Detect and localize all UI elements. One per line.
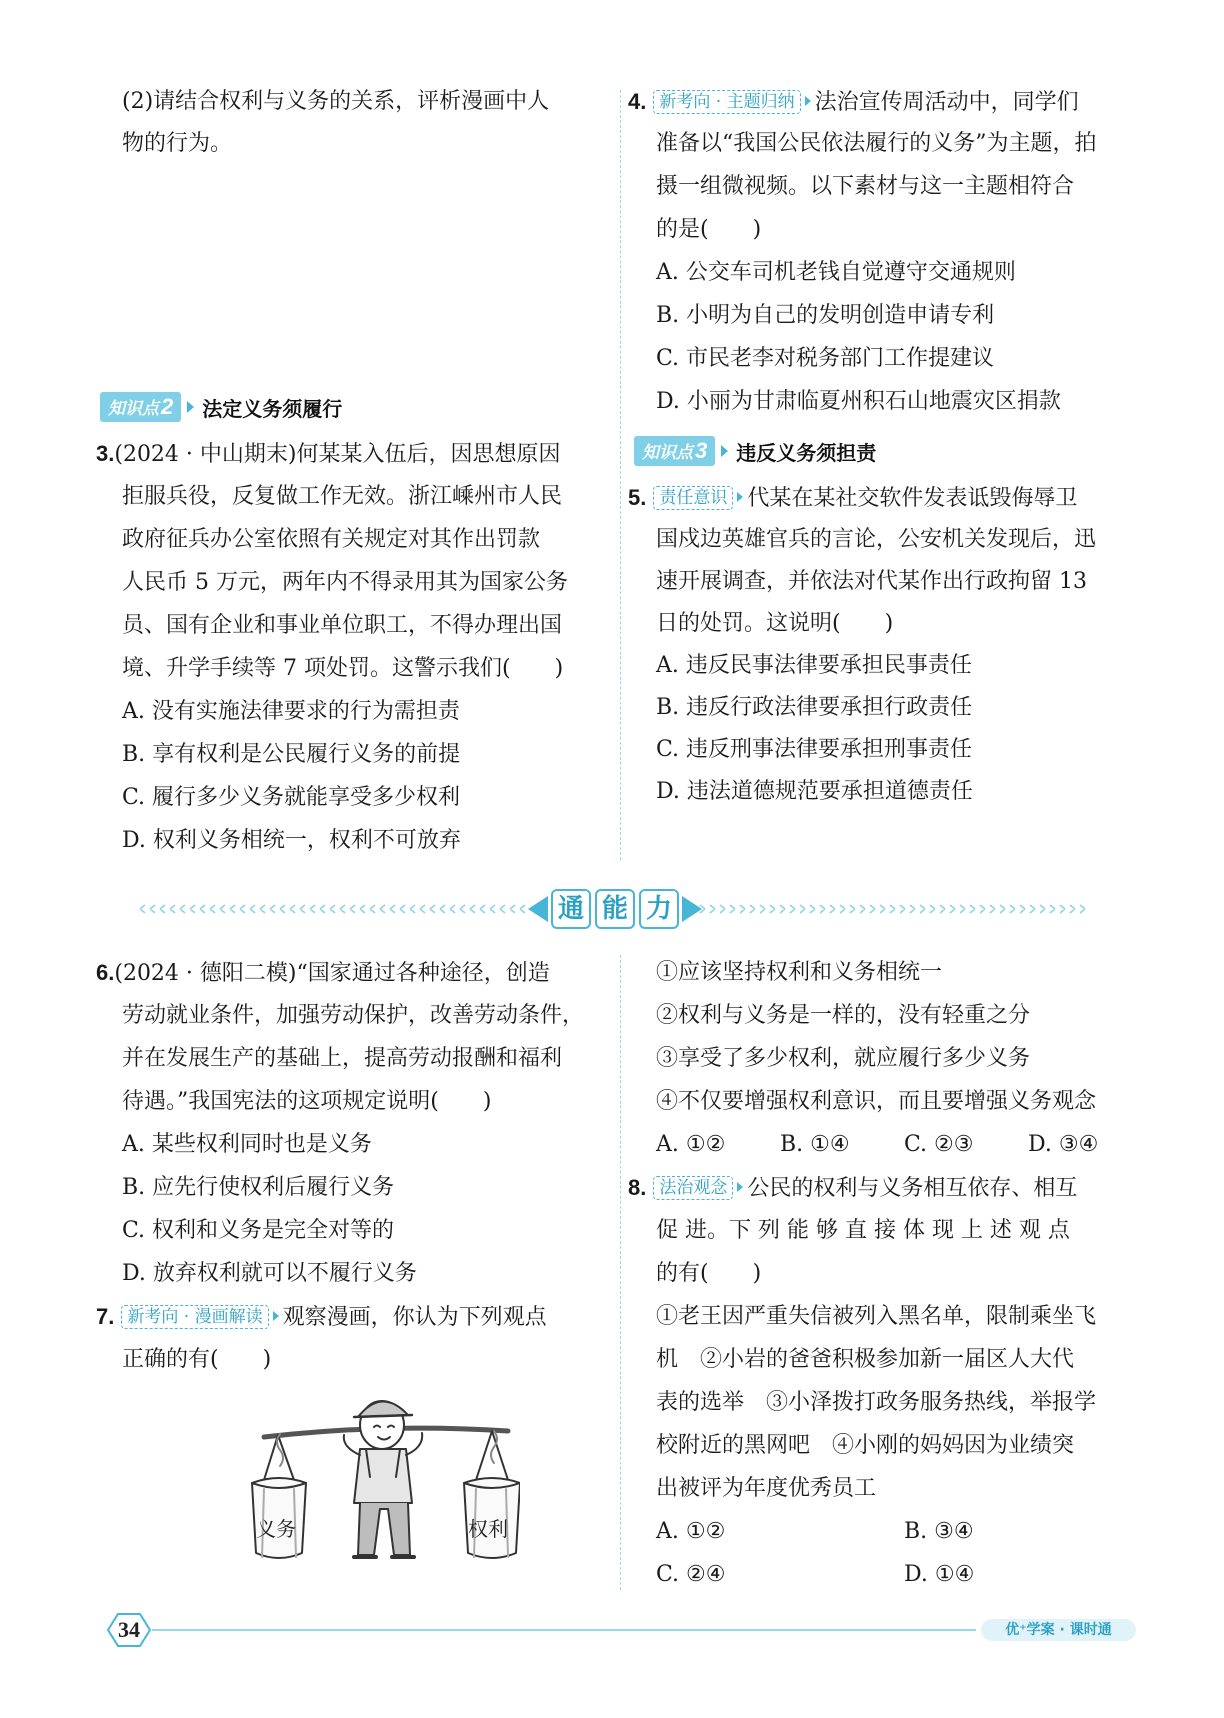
q7-line-2: 正确的有( ): [122, 1347, 272, 1372]
q5-option-d: D. 违法道德规范要承担道德责任: [656, 779, 973, 804]
q5-option-b: B. 违反行政法律要承担行政责任: [656, 695, 973, 720]
question-number: 4.: [628, 89, 647, 114]
q3-line-1: 3.(2024 · 中山期末)何某某入伍后，因思想原因: [96, 441, 561, 467]
q7-statement-1: ①应该坚持权利和义务相统一: [656, 960, 943, 985]
q8-line-4: ①老王因严重失信被列入黑名单，限制乘坐飞: [656, 1304, 1097, 1329]
q3-line-3: 政府征兵办公室依照有关规定对其作出罚款: [122, 527, 541, 552]
q7-statement-2: ②权利与义务是一样的，没有轻重之分: [656, 1003, 1031, 1028]
q7-line-1: 7. 新考向 · 漫画解读 观察漫画，你认为下列观点: [96, 1304, 547, 1330]
q6-line-2: 劳动就业条件，加强劳动保护，改善劳动条件，: [122, 1003, 585, 1028]
q5-line-3: 速开展调查，并依法对代某作出行政拘留 13: [656, 569, 1087, 594]
q6-option-a: A. 某些权利同时也是义务: [122, 1132, 372, 1157]
q7-statement-3: ③享受了多少权利，就应履行多少义务: [656, 1046, 1031, 1071]
arrow-icon: [721, 445, 728, 457]
q6-line-1: 6.(2024 · 德阳二模)“国家通过各种途径，创造: [96, 960, 550, 986]
q4-option-d: D. 小丽为甘肃临夏州积石山地震灾区捐款: [656, 389, 1061, 414]
arrow-icon: [187, 401, 194, 413]
q8-line-5: 机 ②小岩的爸爸积极参加新一届区人大代: [656, 1347, 1075, 1372]
q7-option-c: C. ②③: [904, 1132, 974, 1157]
q3-line-2: 拒服兵役，反复做工作无效。浙江嵊州市人民: [122, 484, 563, 509]
page-number: 34: [118, 1617, 140, 1642]
column-divider-top: [620, 90, 621, 860]
q4-line-4: 的是( ): [656, 217, 762, 242]
arrow-icon: [805, 96, 811, 106]
q8-line-1: 8. 法治观念 公民的权利与义务相互依存、相互: [628, 1175, 1078, 1201]
brand-logo: 优⁺学案 · 课时通: [1005, 1622, 1112, 1638]
q4-option-a: A. 公交车司机老钱自觉遵守交通规则: [656, 260, 1016, 285]
q8-option-a: A. ①②: [656, 1519, 726, 1544]
q4-line-2: 准备以“我国公民依法履行的义务”为主题，拍: [656, 131, 1097, 156]
q7-statement-4: ④不仅要增强权利意识，而且要增强义务观念: [656, 1089, 1097, 1114]
q4-line-3: 摄一组微视频。以下素材与这一主题相符合: [656, 174, 1075, 199]
q8-line-8: 出被评为年度优秀员工: [656, 1476, 877, 1501]
knowledge-point-2: [100, 392, 342, 422]
section-banner: [130, 886, 1100, 932]
q6-option-b: B. 应先行使权利后履行义务: [122, 1175, 395, 1200]
q6-option-d: D. 放弃权利就可以不履行义务: [122, 1261, 417, 1286]
q8-option-b: B. ③④: [904, 1519, 974, 1544]
q7-option-d: D. ③④: [1028, 1132, 1099, 1157]
q6-line-4: 待遇。”我国宪法的这项规定说明( ): [122, 1089, 492, 1114]
section-title-char: 力: [645, 894, 672, 924]
q4-option-b: B. 小明为自己的发明创造申请专利: [656, 303, 995, 328]
q6-line-3: 并在发展生产的基础上，提高劳动报酬和福利: [122, 1046, 563, 1071]
q3-option-a: A. 没有实施法律要求的行为需担责: [122, 699, 460, 724]
q8-option-d: D. ①④: [904, 1562, 975, 1587]
q4-option-c: C. 市民老李对税务部门工作提建议: [656, 346, 995, 371]
q3-option-d: D. 权利义务相统一，权利不可放弃: [122, 828, 461, 853]
q5-option-c: C. 违反刑事法律要承担刑事责任: [656, 737, 973, 762]
q8-line-6: 表的选举 ③小泽拨打政务服务热线，举报学: [656, 1390, 1097, 1415]
q8-option-c: C. ②④: [656, 1562, 726, 1587]
q3-line-5: 员、国有企业和事业单位职工，不得办理出国: [122, 613, 563, 638]
question-number: 6.: [96, 960, 115, 985]
q3-line-6: 境、升学手续等 7 项处罚。这警示我们( ): [122, 656, 564, 681]
q2-sub-line-1: (2)请结合权利与义务的关系，评析漫画中人: [122, 89, 550, 114]
question-number: 3.: [96, 441, 115, 466]
section-title: [552, 890, 678, 928]
column-divider-bottom: [620, 955, 621, 1590]
question-number: 7.: [96, 1304, 115, 1329]
footer: [96, 1610, 1146, 1650]
comic-bucket-label-left: 义务: [256, 1517, 296, 1541]
q8-tag: 法治观念: [653, 1176, 733, 1200]
q5-tag: 责任意识: [653, 486, 733, 510]
q7-option-b: B. ①④: [780, 1132, 850, 1157]
q4-tag: 新考向 · 主题归纳: [653, 90, 800, 114]
q2-sub-line-2: 物的行为。: [122, 131, 233, 156]
kp-title: 违反义务须担责: [736, 440, 877, 465]
arrow-icon: [273, 1311, 279, 1321]
q5-line-2: 国戍边英雄官兵的言论，公安机关发现后，迅: [656, 527, 1097, 552]
comic-illustration: [250, 1385, 520, 1585]
q5-line-1: 5. 责任意识 代某在某社交软件发表诋毁侮辱卫: [628, 485, 1078, 511]
q3-option-c: C. 履行多少义务就能享受多少权利: [122, 785, 461, 810]
question-number: 8.: [628, 1175, 647, 1200]
q3-line-4: 人民币 5 万元，两年内不得录用其为国家公务: [122, 570, 568, 595]
kp-badge: 知识点2: [100, 392, 181, 422]
q3-option-b: B. 享有权利是公民履行义务的前提: [122, 742, 461, 767]
q8-line-7: 校附近的黑网吧 ④小刚的妈妈因为业绩突: [656, 1433, 1075, 1458]
q7-option-a: A. ①②: [656, 1132, 726, 1157]
comic-bucket-label-right: 权利: [468, 1517, 508, 1541]
arrow-icon: [737, 1182, 743, 1192]
q5-option-a: A. 违反民事法律要承担民事责任: [656, 653, 972, 678]
comic-drawing: [250, 1385, 520, 1585]
question-number: 5.: [628, 485, 647, 510]
q6-option-c: C. 权利和义务是完全对等的: [122, 1218, 395, 1243]
q7-tag: 新考向 · 漫画解读: [121, 1305, 268, 1329]
section-title-char: 通: [557, 894, 584, 924]
kp-badge: 知识点3: [634, 436, 715, 466]
arrow-icon: [737, 492, 743, 502]
q8-line-2: 促 进。下 列 能 够 直 接 体 现 上 述 观 点: [656, 1218, 1070, 1243]
knowledge-point-3: [634, 436, 876, 466]
section-title-char: 能: [601, 894, 628, 924]
q4-line-1: 4. 新考向 · 主题归纳 法治宣传周活动中，同学们: [628, 89, 1079, 115]
q5-line-4: 日的处罚。这说明( ): [656, 611, 894, 636]
kp-title: 法定义务须履行: [202, 396, 343, 421]
q8-line-3: 的有( ): [656, 1261, 762, 1286]
